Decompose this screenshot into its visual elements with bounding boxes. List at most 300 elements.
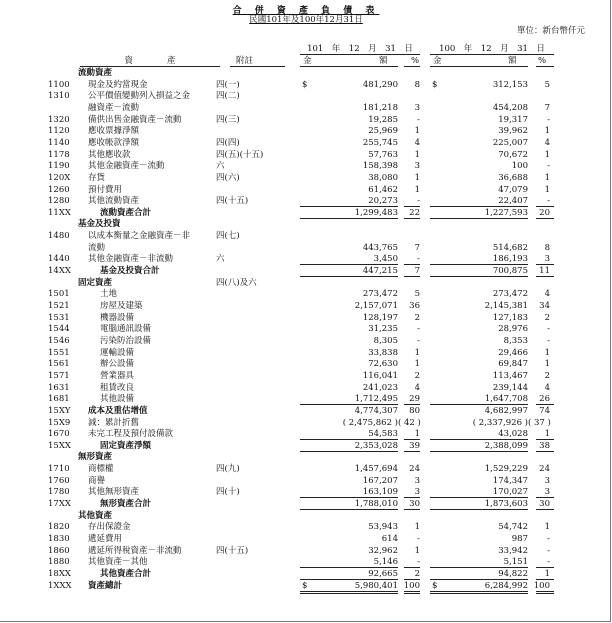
row-code: 1830	[48, 534, 70, 544]
header-rule-pct-2011	[536, 66, 554, 67]
percent-2011: 1	[544, 150, 550, 160]
amount-2011: 100	[511, 161, 528, 171]
percent-2011: -	[547, 557, 550, 567]
header-amount-2012: 金	[303, 56, 312, 66]
amount-2011: 454,208	[492, 103, 528, 113]
amount-2012: 1,457,694	[354, 464, 398, 474]
amount-2011: 170,027	[492, 487, 528, 497]
sum-rule-pct-2011	[536, 567, 554, 568]
header-rule-2011	[430, 54, 554, 55]
amount-2011: 19,317	[498, 115, 528, 125]
percent-2011: 1	[544, 126, 550, 136]
percent-2012: -	[417, 324, 420, 334]
percent-2012: 7	[414, 243, 420, 253]
total-rule-2011	[430, 218, 528, 219]
row-label: 存貨	[88, 173, 106, 183]
amount-2012: 116,041	[362, 371, 398, 381]
sum-rule-pct-2011	[536, 206, 554, 207]
sum-rule-2012	[300, 404, 398, 405]
amount-2011: 39,962	[498, 126, 528, 136]
amount-2011: 1,647,708	[484, 394, 528, 404]
sum-rule-2011	[430, 264, 528, 265]
row-code: 1531	[48, 313, 70, 323]
amount-2011: 47,079	[498, 185, 528, 195]
percent-2012: -	[417, 534, 420, 544]
row-note: 四(九)	[216, 464, 240, 474]
amount-2012: 481,290	[362, 80, 398, 90]
amount-2012: 128,197	[362, 313, 398, 323]
percent-2011: -	[547, 115, 550, 125]
row-label: 商標權	[88, 464, 114, 474]
row-label: 固定資產淨額	[100, 441, 152, 451]
amount-2011: 514,682	[492, 243, 528, 253]
total-rule-2011	[430, 591, 528, 594]
percent-2011: 4	[544, 138, 550, 148]
row-label: 其他資產	[78, 511, 113, 521]
total-rule-pct-2011	[536, 509, 554, 510]
percent-2011: 26	[539, 394, 550, 404]
total-rule-pct-2012	[404, 509, 420, 510]
header-rule-pct-2012	[404, 66, 420, 67]
row-code: 15XX	[48, 441, 71, 451]
row-code: 1260	[48, 185, 70, 195]
row-note: 四(四)	[216, 138, 240, 148]
sum-rule-2011	[430, 439, 528, 440]
percent-2012: 2	[414, 313, 420, 323]
sum-rule-2011	[430, 567, 528, 568]
row-label: 無形資產合計	[100, 499, 152, 509]
currency-sign: $	[432, 581, 438, 591]
row-label: 以成本衡量之金融資產－非	[88, 231, 191, 241]
amount-2011: 22,407	[498, 196, 528, 206]
amount-2012: 1,788,010	[354, 499, 398, 509]
amount-2011: 43,028	[498, 429, 528, 439]
row-note: 四(七)	[216, 231, 240, 241]
row-code: 1XXX	[48, 581, 72, 591]
sum-rule-2012	[300, 206, 398, 207]
percent-2011: 8	[544, 243, 550, 253]
amount-2011: 113,467	[492, 371, 528, 381]
header-pct-2011: %	[538, 56, 547, 66]
row-code: 1820	[48, 522, 70, 532]
amount-2012: 614	[381, 534, 398, 544]
row-label: 存出保證金	[88, 522, 131, 532]
total-rule-2012	[300, 509, 398, 510]
amount-2011: 6,284,992	[484, 581, 528, 591]
percent-2012: 22	[409, 208, 420, 218]
total-rule-pct-2012	[404, 218, 420, 219]
sum-rule-2012	[300, 439, 398, 440]
amount-2012: 273,472	[362, 289, 398, 299]
amount-2011: 2,145,381	[484, 301, 528, 311]
amount-2011: 8,353	[503, 336, 528, 346]
row-label: 流動資產合計	[100, 208, 152, 218]
percent-2012: 39	[409, 441, 420, 451]
amount-2012: 1,712,495	[354, 394, 398, 404]
row-note: 四(十五)	[216, 546, 249, 556]
amount-2011: 225,007	[492, 138, 528, 148]
row-code: 1280	[48, 196, 70, 206]
sum-rule-2012	[300, 497, 398, 498]
amount-2012: 3,450	[373, 254, 398, 264]
currency-sign: $	[432, 80, 438, 90]
row-note: 六	[216, 161, 225, 171]
row-label: 電腦通訊設備	[100, 324, 152, 334]
sum-rule-pct-2012	[404, 404, 420, 405]
row-label: 運輸設備	[100, 348, 135, 358]
percent-2012: 36	[409, 301, 420, 311]
percent-2012: -	[417, 336, 420, 346]
amount-2011: 174,347	[492, 476, 528, 486]
row-code: 120X	[48, 173, 71, 183]
row-label: 應收帳款淨額	[88, 138, 140, 148]
sum-rule-pct-2012	[404, 439, 420, 440]
percent-2011: 38	[539, 441, 550, 451]
amount-2012: 5,980,401	[354, 581, 398, 591]
total-rule-pct-2012	[404, 276, 420, 277]
amount-2011: 2,388,099	[484, 441, 528, 451]
amount-2012: 20,273	[368, 196, 398, 206]
row-label: 其他流動資產	[88, 196, 140, 206]
percent-2011: 3	[544, 254, 550, 264]
percent-2011: 1	[544, 569, 550, 579]
header-pct-2012: %	[411, 56, 420, 66]
row-note: 四(三)	[216, 115, 240, 125]
row-label: 無形資產	[78, 452, 113, 462]
amount-2011: 700,875	[492, 266, 528, 276]
percent-2011: 30	[539, 499, 550, 509]
percent-2012: -	[417, 254, 420, 264]
sum-rule-2011	[430, 404, 528, 405]
row-label: 現金及約當現金	[88, 80, 148, 90]
percent-2011: 74	[539, 406, 550, 416]
percent-2012: 29	[409, 394, 420, 404]
row-note: 四(六)	[216, 173, 240, 183]
header-rule-note	[230, 66, 285, 67]
row-label: 土地	[100, 289, 118, 299]
amount-2012: 255,745	[362, 138, 398, 148]
amount-2011: 94,822	[498, 569, 528, 579]
percent-2011: 24	[539, 464, 550, 474]
row-code: 1571	[48, 371, 70, 381]
amount-2012: 158,398	[362, 161, 398, 171]
row-code: 1860	[48, 546, 70, 556]
row-label: 遞延費用	[88, 534, 123, 544]
amount-2012: 447,215	[362, 266, 398, 276]
percent-2012: 4	[414, 383, 420, 393]
amount-2011: 239,144	[492, 383, 528, 393]
header-rule-amt-2011	[430, 66, 528, 67]
row-label: 其他應收款	[88, 150, 131, 160]
percent-2012: 1	[414, 185, 420, 195]
percent-2012: 3	[414, 476, 420, 486]
row-code: 1760	[48, 476, 70, 486]
row-label: 應收票據淨額	[88, 126, 140, 136]
sum-rule-pct-2012	[404, 264, 420, 265]
amount-2011: 186,193	[492, 254, 528, 264]
percent-2012: 2	[414, 569, 420, 579]
total-rule-pct-2011	[536, 451, 554, 452]
row-label: 固定資產	[78, 278, 113, 288]
row-label: 其他設備	[100, 394, 135, 404]
percent-2011: 11	[539, 266, 550, 276]
row-code: 1310	[48, 91, 70, 101]
amount-2011: 1,227,593	[484, 208, 528, 218]
row-code: 1100	[48, 80, 70, 90]
row-note: 四(十五)	[216, 196, 249, 206]
percent-2012: 1	[414, 150, 420, 160]
percent-2012: 7	[414, 266, 420, 276]
total-rule-2011	[430, 276, 528, 277]
amount-2012: 1,299,483	[354, 208, 398, 218]
percent-2011: 4	[544, 383, 550, 393]
amount-2012: 57,763	[368, 150, 398, 160]
amount-2011: 312,153	[492, 80, 528, 90]
row-code: 1480	[48, 231, 70, 241]
percent-2011: 1	[544, 522, 550, 532]
amount-2012: 443,765	[362, 243, 398, 253]
header-amount-2011-end: 額	[508, 56, 517, 66]
total-rule-2012	[300, 579, 398, 580]
percent-2012: 3	[414, 161, 420, 171]
amount-2012: 2,353,028	[354, 441, 398, 451]
percent-2011: 2	[544, 371, 550, 381]
row-note: 六	[216, 254, 225, 264]
row-code: 14XX	[48, 266, 71, 276]
row-label: 其他資產－其他	[88, 557, 148, 567]
percent-2011: -	[547, 534, 550, 544]
currency-sign: $	[302, 581, 308, 591]
total-rule-2012	[300, 218, 398, 219]
row-code: 15XY	[48, 406, 71, 416]
percent-2012: 4	[414, 138, 420, 148]
amount-2011: 33,942	[498, 546, 528, 556]
total-rule-2012	[300, 451, 398, 452]
amount-2012: 32,962	[368, 546, 398, 556]
report-subtitle: 民國101年及100年12月31日	[249, 15, 363, 25]
percent-2011: 3	[544, 476, 550, 486]
total-rule-2012	[300, 276, 398, 277]
row-label: 未完工程及預付設備款	[88, 429, 174, 439]
percent-2011: 5	[544, 80, 550, 90]
amount-2011: 987	[511, 534, 528, 544]
row-code: 1780	[48, 487, 70, 497]
amount-2011: 69,847	[498, 359, 528, 369]
row-code: 1521	[48, 301, 70, 311]
amount-2012: 19,285	[368, 115, 398, 125]
row-code: 1440	[48, 254, 70, 264]
row-label: 成本及重估增值	[88, 406, 148, 416]
row-note: 四(十)	[216, 487, 240, 497]
percent-2011: 1	[544, 429, 550, 439]
percent-2012: ( 42 )	[398, 418, 421, 428]
header-amount-2012-end: 額	[379, 56, 388, 66]
amount-2012: 92,665	[368, 569, 398, 579]
row-code: 1546	[48, 336, 70, 346]
percent-2012: 30	[409, 499, 420, 509]
header-assets: 資 產	[124, 56, 176, 66]
total-rule-2011	[430, 451, 528, 452]
row-code: 1880	[48, 557, 70, 567]
header-rule-assets	[80, 66, 220, 67]
row-label: 租賃改良	[100, 383, 135, 393]
amount-2012: 33,838	[368, 348, 398, 358]
amount-2012: 72,630	[368, 359, 398, 369]
row-label: 備供出售金融資產－流動	[88, 115, 182, 125]
percent-2011: 3	[544, 487, 550, 497]
amount-2012: 2,157,071	[354, 301, 398, 311]
amount-2011: 54,742	[498, 522, 528, 532]
amount-2011: 1,873,603	[484, 499, 528, 509]
header-year-2012: 101 年 12 月 31 日	[307, 44, 413, 54]
amount-2011: 28,976	[498, 324, 528, 334]
row-code: 1561	[48, 359, 70, 369]
unit-label: 單位：新台幣仟元	[516, 26, 585, 36]
percent-2011: -	[547, 324, 550, 334]
row-label: 融資產－流動	[88, 103, 140, 113]
percent-2011: 1	[544, 185, 550, 195]
percent-2011: -	[547, 546, 550, 556]
percent-2011: -	[547, 336, 550, 346]
total-rule-pct-2011	[536, 276, 554, 277]
total-rule-pct-2011	[536, 591, 554, 594]
percent-2011: 4	[544, 289, 550, 299]
percent-2012: 1	[414, 546, 420, 556]
amount-2012: 241,023	[362, 383, 398, 393]
percent-2012: 1	[414, 348, 420, 358]
total-rule-pct-2011	[536, 218, 554, 219]
percent-2012: 1	[414, 429, 420, 439]
total-rule-2011	[430, 579, 528, 580]
sum-rule-2012	[300, 567, 398, 568]
row-label: 流動	[88, 243, 106, 253]
row-label: 基金及投資合計	[100, 266, 160, 276]
percent-2012: -	[417, 196, 420, 206]
amount-2012: 25,969	[368, 126, 398, 136]
percent-2012: 5	[414, 289, 420, 299]
percent-2011: 1	[544, 173, 550, 183]
percent-2012: 80	[409, 406, 420, 416]
row-label: 流動資產	[78, 68, 113, 78]
total-rule-2011	[430, 509, 528, 510]
row-code: 1140	[48, 138, 70, 148]
percent-2012: 1	[414, 173, 420, 183]
percent-2012: 100	[403, 581, 420, 591]
amount-2012: 4,774,307	[354, 406, 398, 416]
percent-2012: 1	[414, 126, 420, 136]
amount-2011: 4,682,997	[484, 406, 528, 416]
amount-2012: 181,218	[362, 103, 398, 113]
amount-2012: 38,080	[368, 173, 398, 183]
row-label: 房屋及建築	[100, 301, 143, 311]
sum-rule-pct-2012	[404, 497, 420, 498]
row-code: 1544	[48, 324, 70, 334]
row-code: 15X9	[48, 418, 71, 428]
header-rule-amt-2012	[300, 66, 398, 67]
total-rule-pct-2011	[536, 579, 554, 580]
amount-2012: 163,109	[362, 487, 398, 497]
row-note: 四(五)(十五)	[216, 150, 264, 160]
row-label: 其他無形資產	[88, 487, 140, 497]
row-label: 辦公設備	[100, 359, 135, 369]
amount-2012: 53,943	[368, 522, 398, 532]
row-code: 1120	[48, 126, 70, 136]
amount-2012: 61,462	[368, 185, 398, 195]
percent-2012: 3	[414, 103, 420, 113]
row-note: 四(一)	[216, 80, 240, 90]
row-label: 其他金融資產－非流動	[88, 254, 174, 264]
row-note: 四(二)	[216, 91, 240, 101]
percent-2012: -	[417, 115, 420, 125]
row-label: 營業器具	[100, 371, 135, 381]
row-label: 遞延所得稅資產－非流動	[88, 546, 182, 556]
row-label: 機器設備	[100, 313, 135, 323]
amount-2012: 54,583	[368, 429, 398, 439]
amount-2012: 5,146	[373, 557, 398, 567]
percent-2011: 7	[544, 103, 550, 113]
percent-2012: -	[417, 557, 420, 567]
percent-2011: 20	[539, 208, 550, 218]
amount-2011: 1,529,229	[484, 464, 528, 474]
percent-2011: -	[547, 196, 550, 206]
total-rule-pct-2012	[404, 451, 420, 452]
amount-2012: 31,235	[368, 324, 398, 334]
amount-2011: ( 2,337,926 )	[472, 418, 528, 428]
sum-rule-2011	[430, 206, 528, 207]
percent-2012: 8	[414, 80, 420, 90]
row-code: 1501	[48, 289, 70, 299]
sum-rule-2011	[430, 497, 528, 498]
row-code: 1631	[48, 383, 70, 393]
row-code: 1681	[48, 394, 70, 404]
row-label: 資產總計	[88, 581, 123, 591]
sum-rule-pct-2011	[536, 404, 554, 405]
row-label: 公平價值變動列入損益之金	[88, 91, 191, 101]
amount-2011: 36,688	[498, 173, 528, 183]
row-label: 預付費用	[88, 185, 123, 195]
percent-2011: 100	[533, 581, 550, 591]
currency-sign: $	[302, 80, 308, 90]
sum-rule-pct-2011	[536, 264, 554, 265]
percent-2011: 1	[544, 348, 550, 358]
total-rule-2012	[300, 591, 398, 594]
row-code: 11XX	[48, 208, 71, 218]
row-label: 其他資產合計	[100, 569, 152, 579]
header-year-2011: 100 年 12 月 31 日	[439, 44, 545, 54]
row-label: 基金及投資	[78, 219, 121, 229]
sum-rule-pct-2011	[536, 497, 554, 498]
row-label: 其他金融資產－流動	[88, 161, 165, 171]
header-note: 附註	[236, 56, 254, 66]
percent-2011: 1	[544, 359, 550, 369]
row-code: 1551	[48, 348, 70, 358]
sum-rule-2012	[300, 264, 398, 265]
amount-2011: 273,472	[492, 289, 528, 299]
percent-2012: 1	[414, 359, 420, 369]
row-code: 1178	[48, 150, 70, 160]
amount-2012: ( 2,475,862 )	[342, 418, 398, 428]
row-label: 污染防治設備	[100, 336, 152, 346]
percent-2011: 2	[544, 313, 550, 323]
row-code: 1710	[48, 464, 70, 474]
row-code: 1320	[48, 115, 70, 125]
percent-2011: -	[547, 161, 550, 171]
report-title: 合 併 資 產 負 債 表	[232, 6, 380, 16]
total-rule-pct-2012	[404, 591, 420, 594]
row-code: 1670	[48, 429, 70, 439]
row-code: 18XX	[48, 569, 71, 579]
row-note: 四(八)及六	[216, 278, 257, 288]
